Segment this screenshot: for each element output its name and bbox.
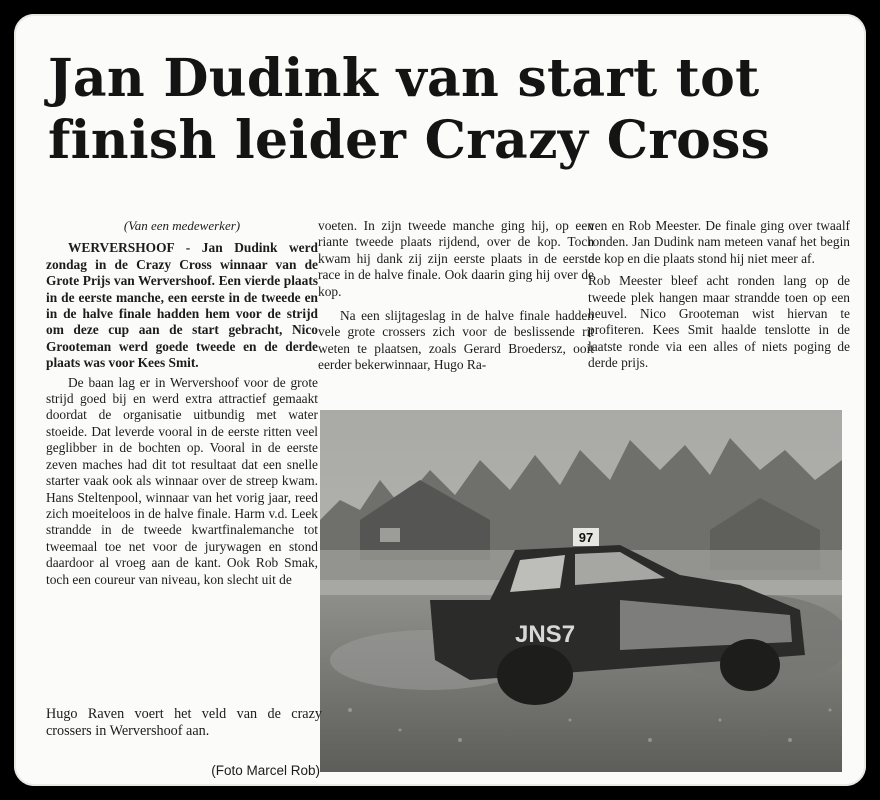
photo-caption: Hugo Raven voert het veld van de crazy crossers in Wervershoof aan. [46, 706, 322, 739]
newspaper-clipping [14, 14, 866, 786]
byline: (Van een medewerker) [123, 218, 241, 233]
headline-line-2: finish leider Crazy Cross [48, 110, 771, 171]
article-column-1 [46, 218, 318, 591]
body-paragraph: De baan lag er in Wervershoof voor de grote strijd goed bij en werd extra attractief gemaakt doordat de organisatie uitbundig met water stoeide. Dat leverde vooral in de eerste ritten veel geglibber in de bochten op. Vooral in de eerste zeven maches had dit tot resultaat dat een snelle starter vaak ook als winnaar over de streep kwam. Hans Steltenpool, winnaar van het vorig jaar, reed zich moeiteloos in de halve finale. Harm v.d. Leek strandde in de tweede kwartfinalemanche tot tweemaal toe net voor de jurywagen en stond daardoor al vroeg aan de kant. Ook Rob Smak, toch een coureur van niveau, kon slecht uit de [46, 374, 318, 587]
article-column-2 [318, 218, 594, 377]
body-paragraph: ven en Rob Meester. De finale ging over twaalf ronden. Jan Dudink nam meteen vanaf het begin de kop en die plaats stond hij niet meer af. [588, 218, 850, 266]
photo-credit: (Foto Marcel Rob) [211, 763, 320, 778]
race-photo [320, 410, 842, 772]
lead-paragraph: WERVERSHOOF - Jan Dudink werd zondag in de Crazy Cross winnaar van de Grote Prijs van Wervershoof. Een vierde plaats in de eerste manche, een eerste in de tweede en in de halve finale hadden hem voor de strijd om deze cup aan de start gebracht, Nico Grooteman werd goede tweede en de derde plaats was voor Kees Smit. [46, 240, 318, 371]
car-side-text: JNS7 [515, 621, 576, 648]
body-paragraph: voeten. In zijn tweede manche ging hij, op een riante tweede plaats rijdend, over de kop. Toch kwam hij dank zij zijn eerste plaats in de eerste race in de halve finale. Ook daarin ging hij over de kop. [318, 218, 594, 299]
article-column-3 [588, 218, 850, 375]
headline [48, 48, 848, 172]
body-paragraph: Na een slijtageslag in de halve finale hadden vele grote crossers zich voor de beslissende rit weten te plaatsen, zoals Gerard Broedersz, ooit eerder bekerwinnaar, Hugo Ra- [318, 308, 594, 373]
body-paragraph: Rob Meester bleef acht ronden lang op de tweede plek hangen maar strandde toen op een heuvel. Nico Grooteman wist hiervan te profiteren. Kees Smit haalde tenslotte in de laatste ronde via een alles of niets poging de derde prijs. [588, 273, 850, 371]
car-number: 97 [578, 530, 594, 545]
headline-line-1: Jan Dudink van start tot [48, 48, 760, 109]
